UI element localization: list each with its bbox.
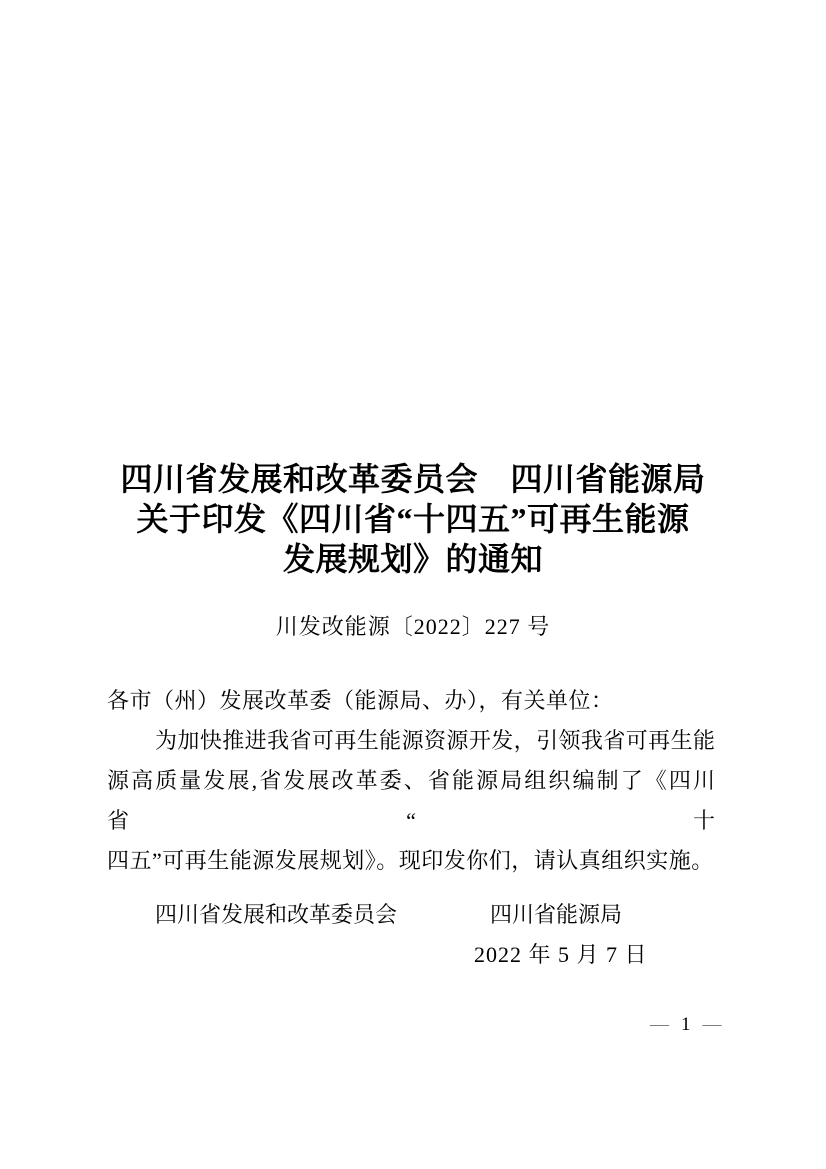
salutation-line: 各市（州）发展改革委（能源局、办），有关单位：: [107, 688, 614, 713]
page-number: [650, 1014, 722, 1036]
title-line-1: 四川省发展和改革委员会 四川省能源局: [120, 461, 706, 497]
signature-date: 2022 年 5 月 7 日: [474, 942, 648, 967]
document-number: 川发改能源〔2022〕227 号: [275, 614, 551, 639]
body-line: 为加快推进我省可再生能源资源开发，引领我省可再生能: [155, 728, 715, 753]
document-body: [107, 681, 715, 881]
body-line: 四五”可再生能源发展规划》。现印发你们，请认真组织实施。: [107, 848, 714, 873]
page-number-dash-left: —: [650, 1014, 669, 1035]
page-number-dash-right: —: [702, 1014, 722, 1035]
title-line-3: 发展规划》的通知: [282, 541, 543, 577]
page-number-value: 1: [681, 1014, 691, 1035]
document-title: [53, 459, 773, 579]
signature-agency-primary: 四川省发展和改革委员会: [155, 902, 398, 927]
title-line-2: 关于印发《四川省“十四五”可再生能源: [136, 501, 690, 537]
body-line: 源高质量发展,省发展改革委、省能源局组织编制了《四川省“十: [107, 768, 715, 833]
signature-agency-secondary: 四川省能源局: [490, 902, 623, 927]
